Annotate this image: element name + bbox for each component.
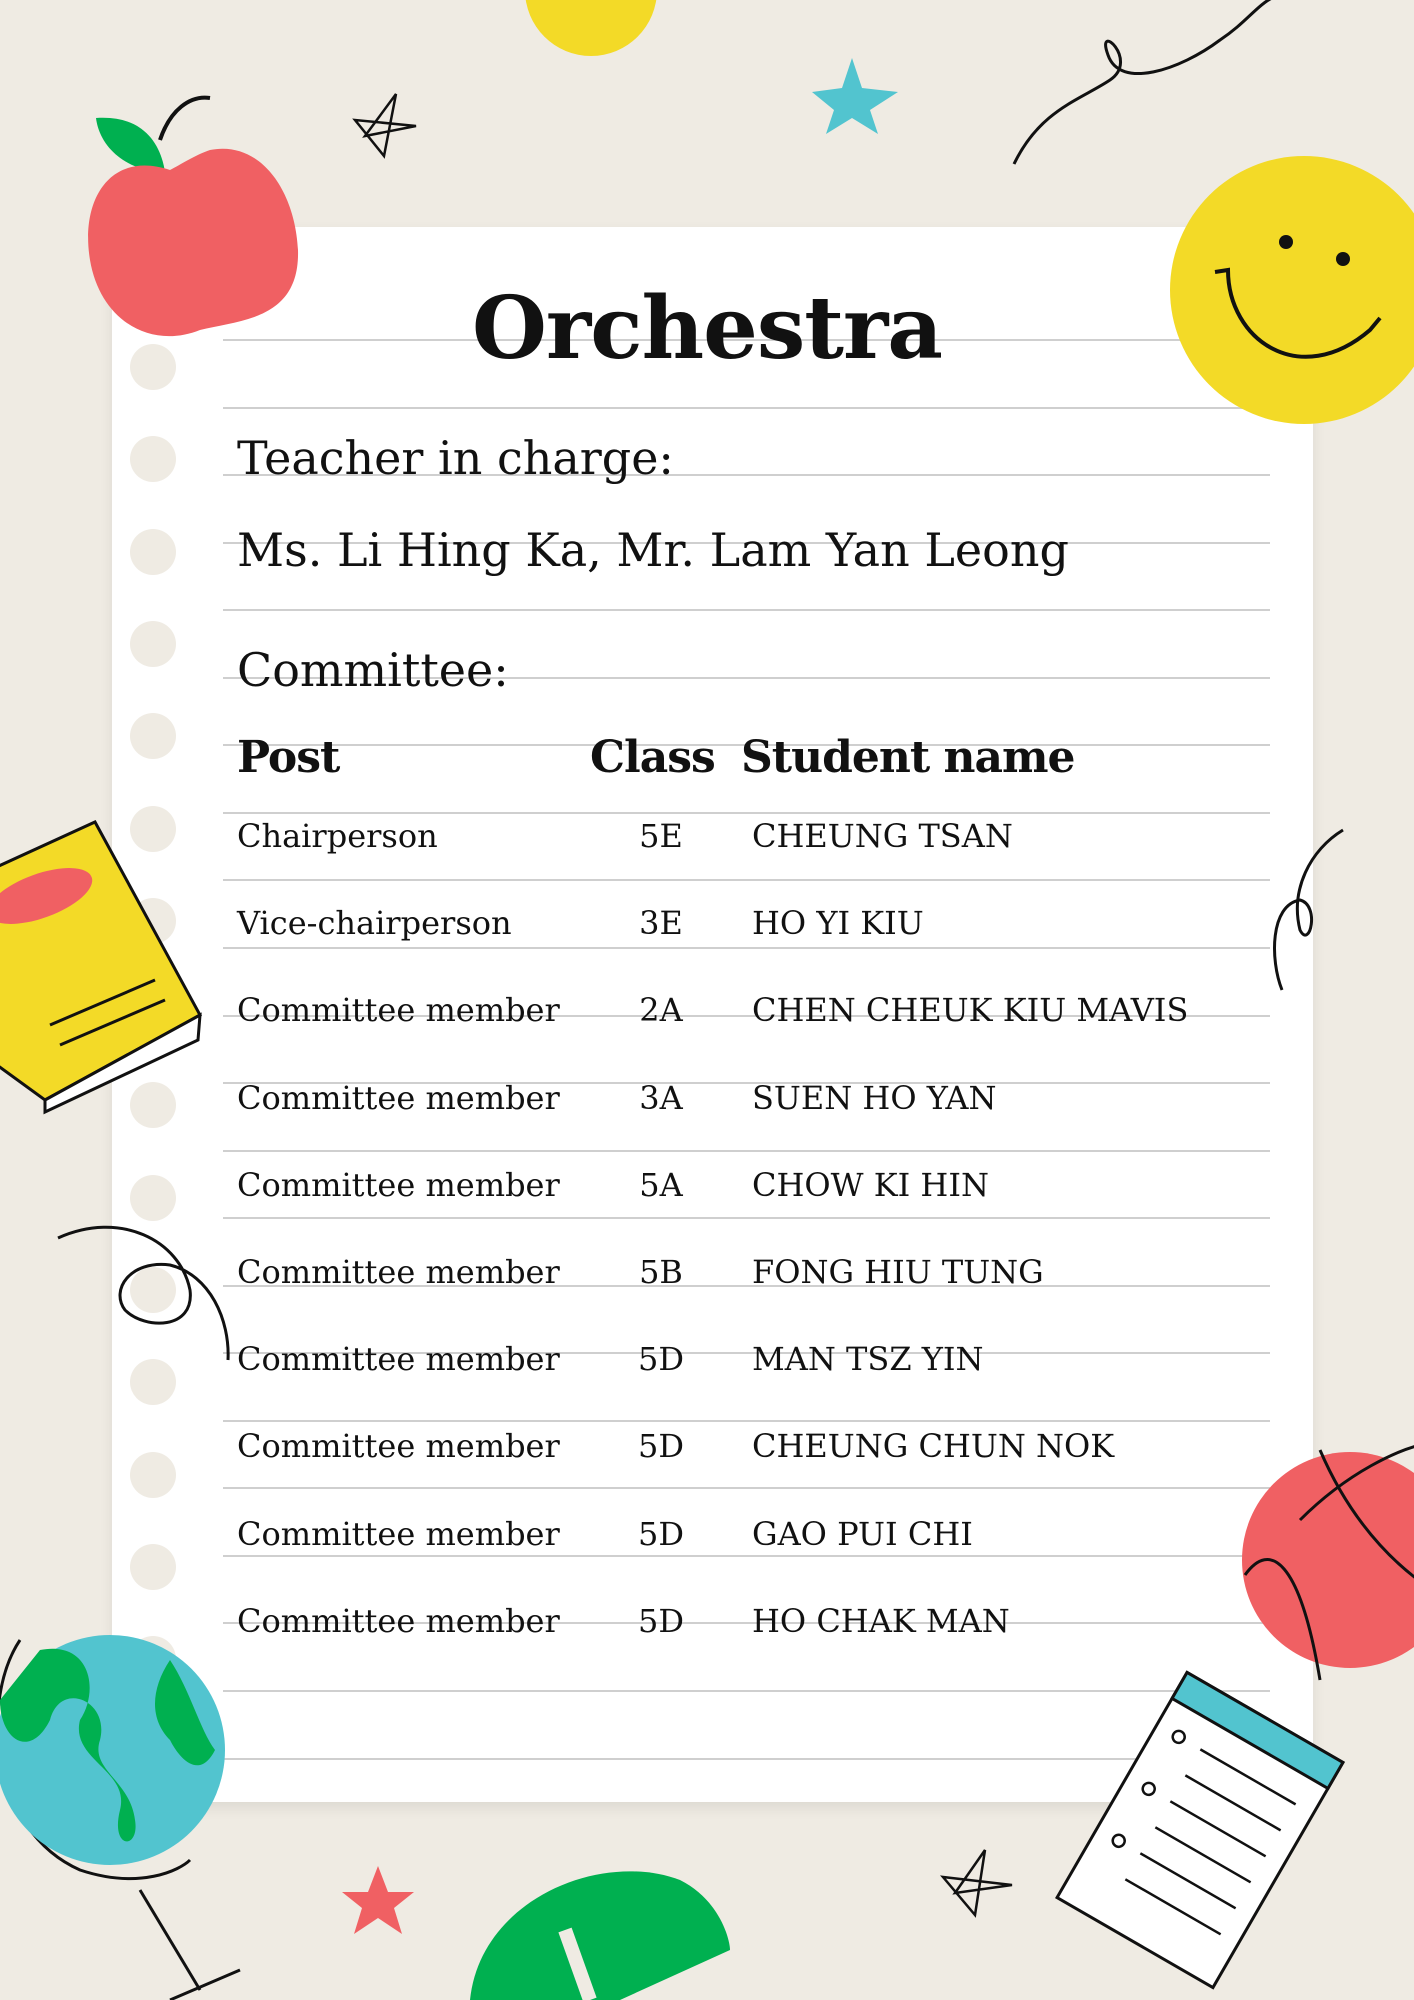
student-name-cell: HO YI KIU [752,904,924,943]
squiggle-icon [1014,0,1280,164]
star-icon [342,1866,414,1934]
post-cell: Committee member [237,991,560,1030]
student-name-cell: CHEUNG TSAN [752,817,1013,855]
student-name-cell: CHOW KI HIN [752,1165,989,1204]
star-outline-icon [943,1850,1012,1915]
header-post: Post [237,732,340,783]
class-cell: 2A [639,991,683,1030]
class-cell: 5D [637,1514,684,1553]
notepad-icon [1057,1672,1343,1987]
book-icon [0,822,200,1112]
student-name-cell: CHEUNG CHUN NOK [752,1427,1115,1466]
class-cell: 3A [639,1078,683,1117]
post-cell: Committee member [237,1253,560,1291]
post-cell: Chairperson [237,817,438,855]
student-name-cell: GAO PUI CHI [752,1514,973,1553]
class-cell: 5A [639,1165,683,1204]
post-cell: Committee member [237,1514,560,1553]
class-cell: 5D [637,1427,684,1466]
teacher-names: Ms. Li Hing Ka, Mr. Lam Yan Leong [237,523,1069,577]
basketball-icon [1242,1445,1414,1680]
class-cell: 5D [637,1601,684,1640]
post-cell: Committee member [237,1427,560,1466]
student-name-cell: SUEN HO YAN [752,1078,997,1117]
star-icon [812,58,898,134]
squiggle-icon [1275,830,1343,990]
globe-icon [0,1635,240,2000]
post-cell: Committee member [237,1165,560,1204]
teacher-label: Teacher in charge: [237,431,674,485]
class-cell: 5E [639,817,683,855]
committee-label: Committee: [237,643,509,697]
class-cell: 3E [639,904,683,943]
protractor-icon [470,1871,730,2000]
class-cell: 5B [639,1253,683,1291]
student-name-cell: HO CHAK MAN [752,1601,1010,1640]
student-name-cell: CHEN CHEUK KIU MAVIS [752,991,1189,1030]
student-name-cell: FONG HIU TUNG [752,1253,1044,1291]
yellow-circle-icon [525,0,657,56]
header-class: Class [590,732,715,783]
page-title: Orchestra [471,278,942,379]
post-cell: Committee member [237,1340,560,1379]
post-cell: Committee member [237,1078,560,1117]
post-cell: Committee member [237,1601,560,1640]
header-student-name: Student name [741,732,1075,783]
post-cell: Vice-chairperson [237,904,512,943]
student-name-cell: MAN TSZ YIN [752,1340,984,1379]
squiggle-icon [58,1227,228,1360]
star-outline-icon [355,94,416,156]
class-cell: 5D [637,1340,684,1379]
